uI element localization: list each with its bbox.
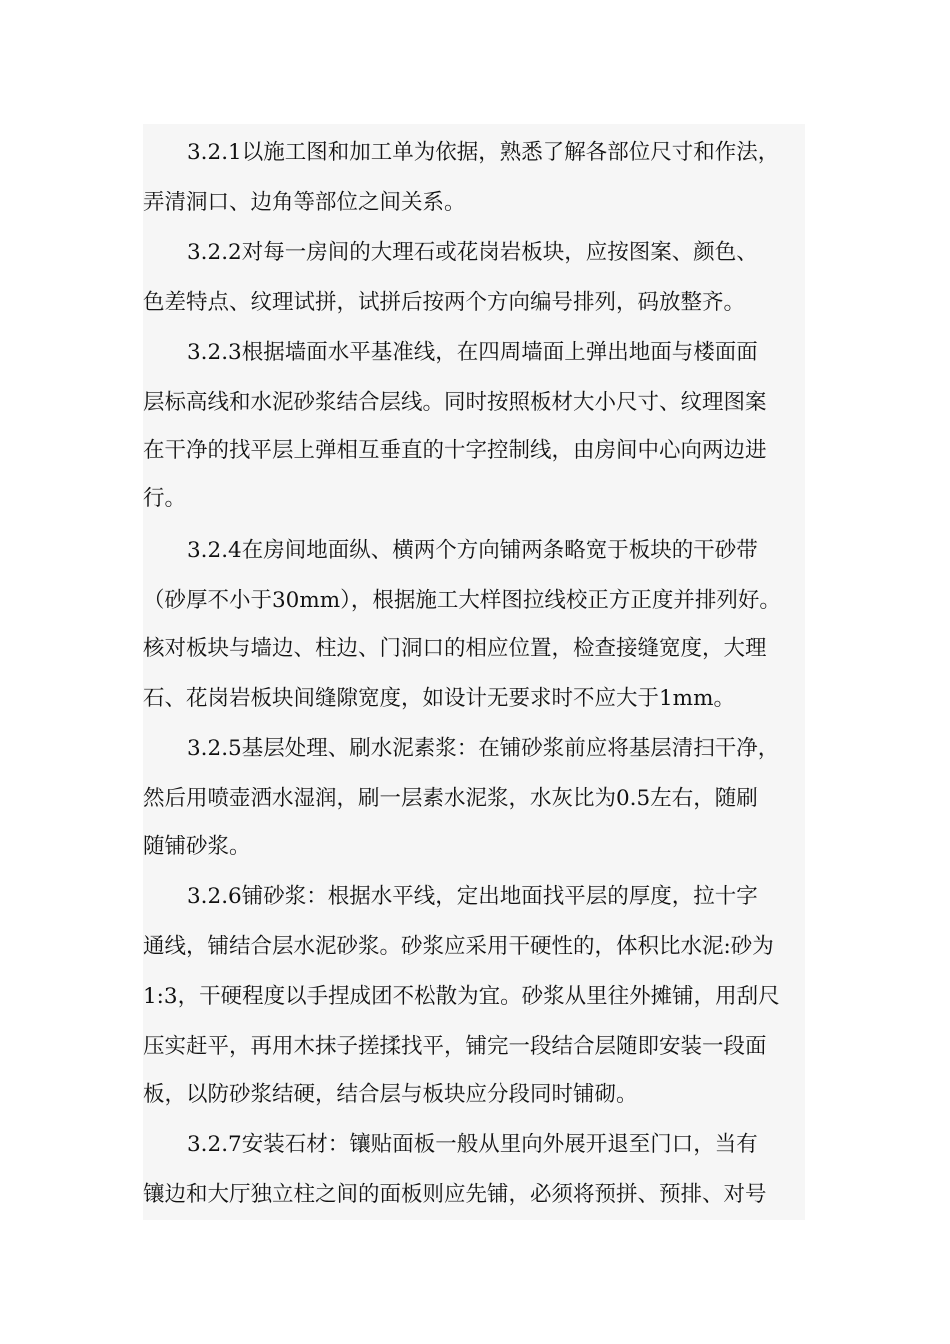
line-13: 3.2.5基层处理、刷水泥素浆：在铺砂浆前应将基层清扫干净， <box>187 736 780 761</box>
line-12: 石、花岗岩板块间缝隙宽度，如设计无要求时不应大于1mm。 <box>143 686 735 711</box>
line-10: （砂厚不小于30mm），根据施工大样图拉线校正方正度并排列好。 <box>143 588 781 613</box>
line-19: 压实赶平，再用木抹子搓揉找平，铺完一段结合层随即安装一段面 <box>143 1034 767 1059</box>
line-8: 行。 <box>143 486 187 511</box>
line-20: 板，以防砂浆结硬，结合层与板块应分段同时铺砌。 <box>143 1082 638 1107</box>
line-1: 3.2.1以施工图和加工单为依据，熟悉了解各部位尺寸和作法， <box>187 140 780 165</box>
line-9: 3.2.4在房间地面纵、横两个方向铺两条略宽于板块的干砂带 <box>187 538 758 563</box>
line-16: 3.2.6铺砂浆：根据水平线，定出地面找平层的厚度，拉十字 <box>187 884 758 909</box>
line-7: 在干净的找平层上弹相互垂直的十字控制线，由房间中心向两边进 <box>143 438 767 463</box>
line-2: 弄清洞口、边角等部位之间关系。 <box>143 190 466 215</box>
line-17: 通线，铺结合层水泥砂浆。砂浆应采用干硬性的，体积比水泥:砂为 <box>143 934 774 959</box>
line-21: 3.2.7安装石材：镶贴面板一般从里向外展开退至门口，当有 <box>187 1132 758 1157</box>
line-4: 色差特点、纹理试拼，试拼后按两个方向编号排列，码放整齐。 <box>143 290 746 315</box>
line-15: 随铺砂浆。 <box>143 834 251 859</box>
line-11: 核对板块与墙边、柱边、门洞口的相应位置，检查接缝宽度，大理 <box>143 636 767 661</box>
line-5: 3.2.3根据墙面水平基准线，在四周墙面上弹出地面与楼面面 <box>187 340 758 365</box>
text-body <box>143 124 805 1220</box>
line-6: 层标高线和水泥砂浆结合层线。同时按照板材大小尺寸、纹理图案 <box>143 390 767 415</box>
line-3: 3.2.2对每一房间的大理石或花岗岩板块，应按图案、颜色、 <box>187 240 758 265</box>
line-14: 然后用喷壶洒水湿润，刷一层素水泥浆，水灰比为0.5左右，随刷 <box>143 786 758 811</box>
line-18: 1:3，干硬程度以手捏成团不松散为宜。砂浆从里往外摊铺，用刮尺 <box>143 984 780 1009</box>
line-22: 镶边和大厅独立柱之间的面板则应先铺，必须将预拼、预排、对号 <box>143 1182 767 1207</box>
